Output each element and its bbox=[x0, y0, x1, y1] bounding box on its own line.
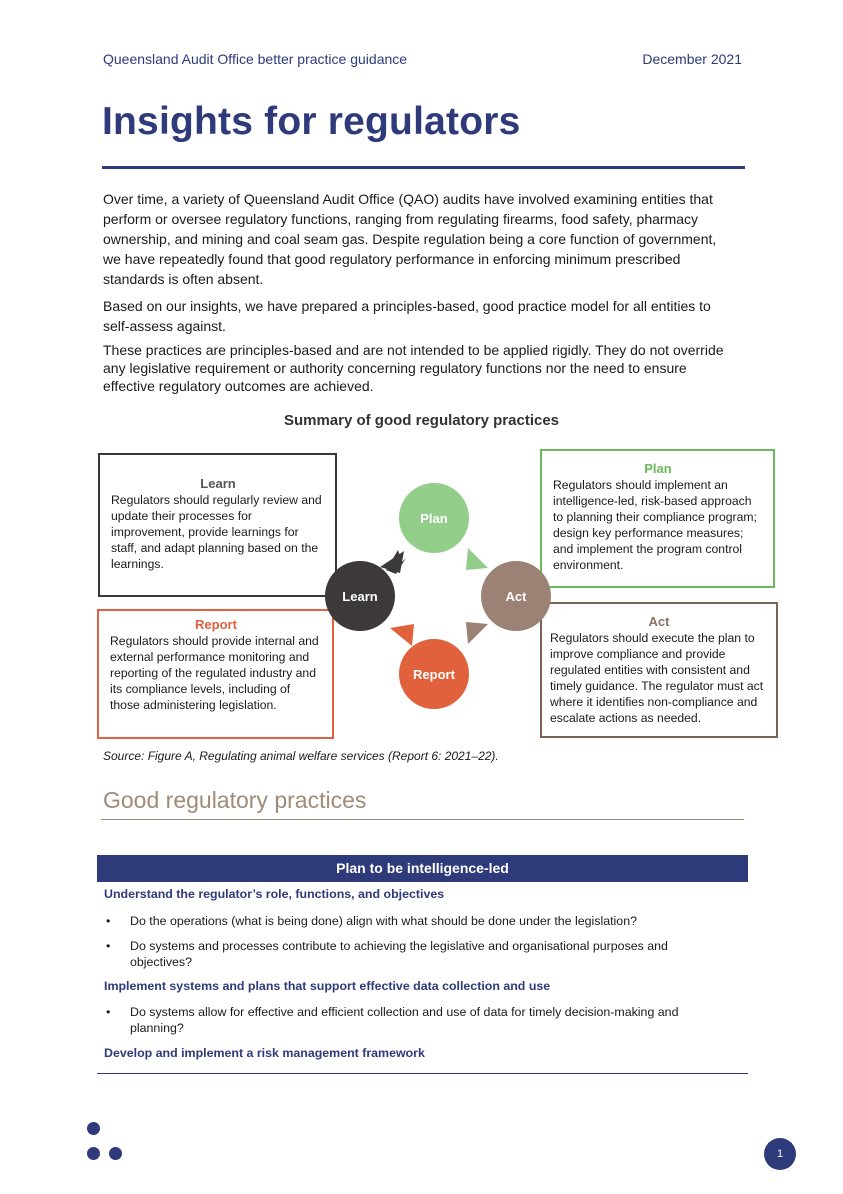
logo-dot-icon bbox=[87, 1147, 100, 1160]
plan-circle-label: Plan bbox=[420, 511, 448, 526]
subsection-heading: Implement systems and plans that support effective data collection and use bbox=[104, 979, 551, 993]
learn-box bbox=[98, 453, 337, 597]
page-title: Insights for regulators bbox=[102, 100, 521, 143]
plan-box bbox=[540, 449, 775, 588]
learn-box-title: Learn bbox=[200, 476, 236, 491]
arrow-plan-to-act-icon bbox=[466, 548, 488, 570]
table-bottom-divider bbox=[97, 1073, 748, 1074]
report-box-text: Regulators should provide internal and external performance monitoring and reporting of the regulated industry and its compliance levels, including of those administering legislation. bbox=[110, 634, 319, 712]
section-divider bbox=[101, 819, 744, 820]
intro-paragraph-2: Based on our insights, we have prepared a principles-based, good practice model for all entities to self-assess against. bbox=[103, 298, 711, 334]
page-number: 1 bbox=[764, 1138, 796, 1170]
header-date: December 2021 bbox=[642, 51, 742, 67]
logo-dot-icon bbox=[109, 1147, 122, 1160]
learn-circle-label: Learn bbox=[342, 589, 378, 604]
bullet-icon: • bbox=[106, 1005, 111, 1019]
act-box bbox=[540, 602, 778, 738]
arrow-act-to-report-icon bbox=[466, 622, 488, 644]
title-divider bbox=[102, 166, 745, 169]
list-item-text: Do the operations (what is being done) align with what should be done under the legislation? bbox=[130, 914, 637, 928]
report-box bbox=[97, 609, 334, 739]
learn-box-text: Regulators should regularly review and update their processes for improvement, provide learnings for staff, and adapt planning based on the learnings. bbox=[111, 493, 322, 571]
logo-dot-icon bbox=[87, 1122, 100, 1135]
act-box-text: Regulators should execute the plan to improve compliance and provide regulated entities with consistent and timely guidance. The regulator must act where it identifies non-compliance and escalate actions as needed. bbox=[550, 631, 764, 725]
report-circle-label: Report bbox=[413, 667, 455, 682]
cycle-diagram bbox=[320, 478, 560, 718]
arrow-learn-to-plan-icon bbox=[380, 550, 406, 574]
report-box-title: Report bbox=[195, 617, 237, 632]
bullet-icon: • bbox=[106, 914, 111, 928]
header-publication: Queensland Audit Office better practice guidance bbox=[103, 51, 408, 67]
arrow-report-to-learn-icon bbox=[390, 624, 414, 646]
list-item-text: Do systems allow for effective and efficient collection and use of data for timely decision-making and planning? bbox=[130, 1005, 679, 1035]
bullet-icon: • bbox=[106, 939, 111, 953]
plan-box-title: Plan bbox=[644, 461, 672, 476]
list-item-text: Do systems and processes contribute to achieving the legislative and organisational purposes and objectives? bbox=[130, 939, 668, 969]
subsection-heading: Understand the regulator’s role, functions, and objectives bbox=[104, 887, 445, 901]
subsection-heading: Develop and implement a risk management framework bbox=[104, 1046, 425, 1060]
intro-paragraph-3: These practices are principles-based and are not intended to be applied rigidly. They do not override any legislative requirement or authority concerning regulatory functions nor the need to ensure effective regulatory outcomes are achieved. bbox=[103, 342, 724, 394]
plan-box-text: Regulators should implement an intelligence-led, risk-based approach to planning their compliance program; design key performance measures; and implement the program control environment. bbox=[553, 478, 757, 572]
diagram-title: Summary of good regulatory practices bbox=[283, 412, 560, 429]
intro-paragraph-1: Over time, a variety of Queensland Audit Office (QAO) audits have involved examining entities that perform or oversee regulatory functions, ranging from regulating firearms, food safety, pharmacy ownership, and mining and coal seam gas. Despite regulation being a core function of government, we have repeatedly found that good regulatory performance in enforcing minimum prescribed standards is often absent. bbox=[103, 191, 717, 287]
act-circle-label: Act bbox=[505, 589, 527, 604]
section-title: Good regulatory practices bbox=[103, 787, 367, 813]
figure-source: Source: Figure A, Regulating animal welfare services (Report 6: 2021–22). bbox=[103, 749, 499, 763]
act-box-title: Act bbox=[648, 614, 670, 629]
practice-table-heading: Plan to be intelligence-led bbox=[97, 855, 748, 882]
